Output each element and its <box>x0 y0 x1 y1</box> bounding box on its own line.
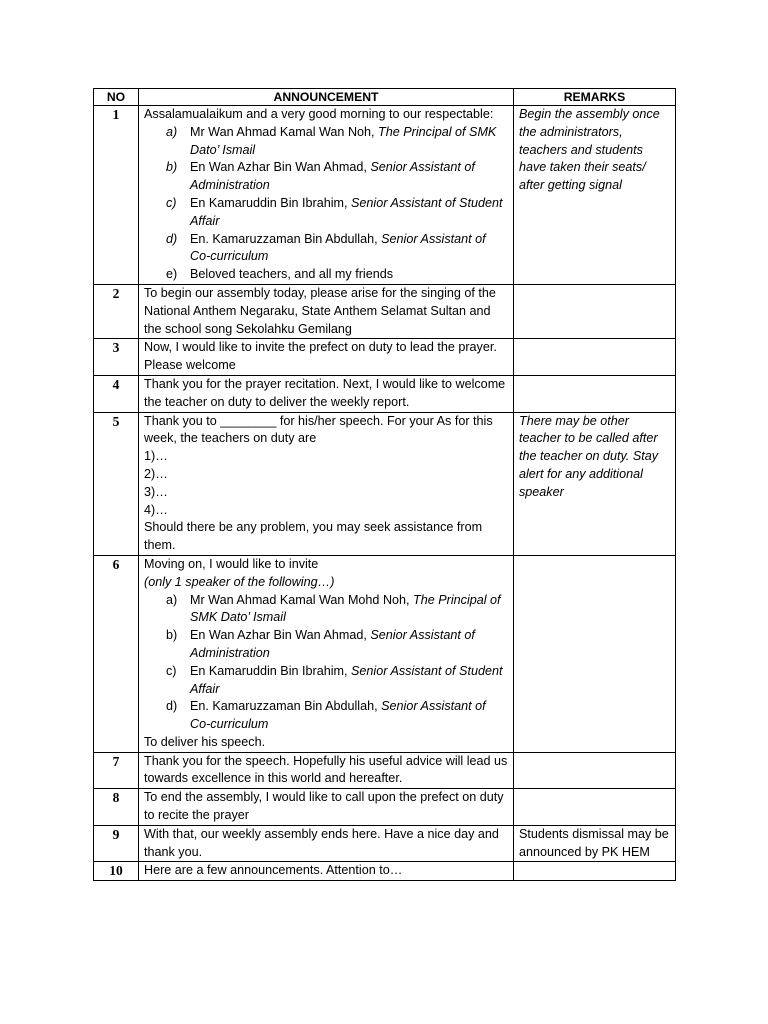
remarks-cell <box>514 752 676 789</box>
list-item <box>144 195 508 231</box>
list-marker: a) <box>166 124 178 139</box>
remarks-cell <box>514 284 676 338</box>
speaker-title: The Principal of SMK Dato’ Ismail <box>190 592 501 625</box>
announcement-cell: Thank you for the prayer recitation. Next, I would like to welcome the teacher on duty to deliver the weekly report. <box>139 375 514 412</box>
table-row <box>94 789 676 826</box>
teacher-slot: 2)… <box>144 466 168 481</box>
table-row <box>94 375 676 412</box>
list-item <box>144 159 508 195</box>
announcement-outro: To deliver his speech. <box>144 734 266 749</box>
announcement-cell <box>139 412 514 555</box>
list-item <box>144 231 508 267</box>
table-row <box>94 284 676 338</box>
list-item <box>144 663 508 699</box>
list-marker: d) <box>166 231 178 246</box>
dignitary-list <box>144 124 508 284</box>
list-item <box>144 627 508 663</box>
list-marker: b) <box>166 628 178 643</box>
speaker-title: Senior Assistant of Student Affair <box>190 663 503 696</box>
table-row <box>94 555 676 752</box>
list-marker: a) <box>166 592 178 607</box>
row-number: 3 <box>94 339 139 376</box>
dignitary-title: Senior Assistant of Co-curriculum <box>190 231 486 264</box>
row-number: 5 <box>94 412 139 555</box>
table-row <box>94 752 676 789</box>
row-number: 6 <box>94 555 139 752</box>
teacher-slot: 1)… <box>144 449 168 464</box>
table-row <box>94 339 676 376</box>
row-number: 2 <box>94 284 139 338</box>
remarks-cell <box>514 555 676 752</box>
remarks-cell <box>514 339 676 376</box>
remarks-cell <box>514 862 676 881</box>
remarks-cell <box>514 789 676 826</box>
remarks-cell: There may be other teacher to be called after the teacher on duty. Stay alert for any additional speaker <box>514 412 676 555</box>
assembly-script-table <box>93 88 676 881</box>
remarks-cell: Students dismissal may be announced by PK HEM <box>514 825 676 862</box>
teacher-slot: 4)… <box>144 502 168 517</box>
list-marker: d) <box>166 699 178 714</box>
speaker-name: Mr Wan Ahmad Kamal Wan Mohd Noh, <box>190 592 414 607</box>
row-number: 1 <box>94 106 139 285</box>
speaker-title: Senior Assistant of Co-curriculum <box>190 699 486 732</box>
speaker-title: Senior Assistant of Administration <box>190 628 475 660</box>
row-number: 7 <box>94 752 139 789</box>
row-number: 4 <box>94 375 139 412</box>
list-item <box>144 698 508 734</box>
dignitary-title: Senior Assistant of Student Affair <box>190 195 503 228</box>
announcement-intro: Moving on, I would like to invite <box>144 556 319 571</box>
dignitary-name: En Wan Azhar Bin Wan Ahmad, <box>190 160 371 175</box>
list-item <box>144 266 508 284</box>
row-number: 10 <box>94 862 139 881</box>
announcement-cell: Here are a few announcements. Attention to… <box>139 862 514 881</box>
teacher-slot: 3)… <box>144 484 168 499</box>
announcement-line: Thank you to ________ for his/her speech. For your As for this week, the teachers on duty are <box>144 413 493 446</box>
dignitary-name: Beloved teachers, and all my friends <box>190 267 394 282</box>
announcement-cell: To end the assembly, I would like to call upon the prefect on duty to recite the prayer <box>139 789 514 826</box>
header-announcement: ANNOUNCEMENT <box>139 89 514 106</box>
speaker-name: En. Kamaruzzaman Bin Abdullah, <box>190 699 382 714</box>
header-no: NO <box>94 89 139 106</box>
announcement-cell: With that, our weekly assembly ends here. Have a nice day and thank you. <box>139 825 514 862</box>
header-row <box>94 89 676 106</box>
speaker-list <box>144 592 508 734</box>
remarks-cell: Begin the assembly once the administrators, teachers and students have taken their seats/ after getting signal <box>514 106 676 285</box>
dignitary-title: Senior Assistant of Administration <box>190 160 475 193</box>
list-item <box>144 124 508 160</box>
table-row <box>94 862 676 881</box>
announcement-cell <box>139 106 514 285</box>
announcement-cell: To begin our assembly today, please arise for the singing of the National Anthem Negaraku, State Anthem Selamat Sultan and the school song Sekolahku Gemilang <box>139 284 514 338</box>
remarks-cell <box>514 375 676 412</box>
dignitary-name: Mr Wan Ahmad Kamal Wan Noh, <box>190 124 379 139</box>
announcement-line: Should there be any problem, you may seek assistance from them. <box>144 520 483 553</box>
row-number: 9 <box>94 825 139 862</box>
list-marker: c) <box>166 195 177 210</box>
announcement-cell: Now, I would like to invite the prefect on duty to lead the prayer. Please welcome <box>139 339 514 376</box>
dignitary-name: En. Kamaruzzaman Bin Abdullah, <box>190 231 382 246</box>
header-remarks: REMARKS <box>514 89 676 106</box>
announcement-intro: Assalamualaikum and a very good morning to our respectable: <box>144 107 494 121</box>
list-marker: b) <box>166 160 178 175</box>
list-marker: c) <box>166 663 177 678</box>
table-row <box>94 825 676 862</box>
list-item <box>144 592 508 628</box>
dignitary-title: The Principal of SMK Dato’ Ismail <box>190 124 497 157</box>
table-row <box>94 412 676 555</box>
speaker-name: En Kamaruddin Bin Ibrahim, <box>190 663 352 678</box>
dignitary-name: En Kamaruddin Bin Ibrahim, <box>190 195 352 210</box>
list-marker: e) <box>166 267 178 282</box>
row-number: 8 <box>94 789 139 826</box>
announcement-note: (only 1 speaker of the following…) <box>144 574 335 589</box>
announcement-cell: Thank you for the speech. Hopefully his useful advice will lead us towards excellence in this world and hereafter. <box>139 752 514 789</box>
announcement-cell <box>139 555 514 752</box>
speaker-name: En Wan Azhar Bin Wan Ahmad, <box>190 628 371 643</box>
table-row <box>94 106 676 285</box>
